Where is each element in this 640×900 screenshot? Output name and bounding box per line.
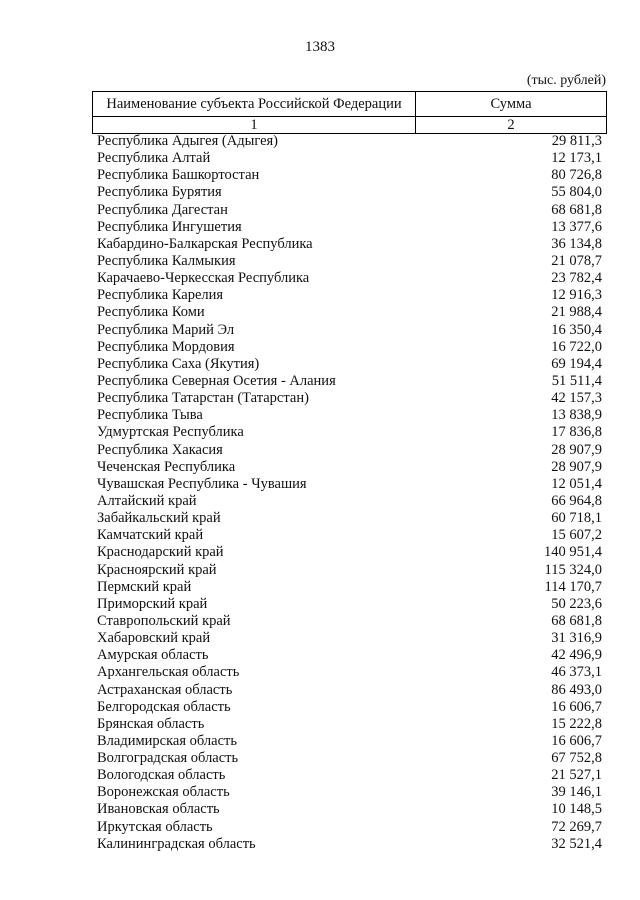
region-name: Республика Саха (Якутия): [97, 355, 260, 372]
table-row: [97, 801, 602, 818]
region-sum: 115 324,0: [544, 561, 602, 578]
region-name: Белгородская область: [97, 698, 231, 715]
region-sum: 68 681,8: [551, 612, 602, 629]
region-sum: 13 838,9: [551, 407, 602, 424]
region-sum: 69 194,4: [551, 355, 602, 372]
region-name: Республика Калмыкия: [97, 252, 236, 269]
region-name: Забайкальский край: [97, 510, 221, 527]
region-name: Ставропольский край: [97, 612, 231, 629]
region-name: Ивановская область: [97, 801, 220, 818]
region-name: Республика Татарстан (Татарстан): [97, 390, 309, 407]
region-sum: 86 493,0: [551, 681, 602, 698]
table-row: [97, 184, 602, 201]
region-sum: 51 511,4: [551, 372, 602, 389]
region-name: Владимирская область: [97, 732, 237, 749]
table-row: [97, 562, 602, 579]
region-name: Архангельская область: [97, 664, 240, 681]
table-row: [97, 664, 602, 681]
table-row: [97, 544, 602, 561]
header-region-name: Наименование субъекта Российской Федерации: [93, 92, 416, 117]
table-row: [97, 579, 602, 596]
region-name: Астраханская область: [97, 681, 233, 698]
region-sum: 13 377,6: [551, 218, 602, 235]
table-row: [97, 733, 602, 750]
region-name: Алтайский край: [97, 492, 197, 509]
table-row: [97, 750, 602, 767]
region-name: Краснодарский край: [97, 544, 224, 561]
table-row: [97, 202, 602, 219]
region-name: Республика Адыгея (Адыгея): [97, 133, 279, 149]
region-name: Республика Северная Осетия - Алания: [97, 372, 336, 389]
region-sum: 42 157,3: [551, 390, 602, 407]
table-row: [97, 373, 602, 390]
region-name: Республика Мордовия: [97, 338, 235, 355]
region-name: Камчатский край: [97, 527, 204, 544]
region-name: Республика Тыва: [97, 407, 203, 424]
table-row: [97, 767, 602, 784]
table-row: [97, 647, 602, 664]
region-name: Воронежская область: [97, 784, 230, 801]
region-sum: 15 607,2: [551, 527, 602, 544]
table-row: [97, 527, 602, 544]
region-sum: 42 496,9: [551, 647, 602, 664]
region-name: Республика Бурятия: [97, 184, 222, 201]
region-sum: 12 051,4: [551, 475, 602, 492]
table-row: [97, 390, 602, 407]
table-row: [97, 819, 602, 836]
table-row: [97, 339, 602, 356]
header-index-2: 2: [416, 117, 607, 134]
region-name: Удмуртская Республика: [97, 424, 244, 441]
table-row: [97, 510, 602, 527]
region-sum: 12 916,3: [551, 287, 602, 304]
region-name: Кабардино-Балкарская Республика: [97, 235, 313, 252]
region-name: Хабаровский край: [97, 630, 211, 647]
region-sum: 72 269,7: [551, 818, 602, 835]
region-name: Вологодская область: [97, 767, 226, 784]
region-name: Приморский край: [97, 595, 208, 612]
region-sum: 31 316,9: [551, 630, 602, 647]
region-sum: 23 782,4: [551, 270, 602, 287]
region-sum: 29 811,3: [551, 133, 602, 149]
table-row: [97, 716, 602, 733]
table-row: [97, 304, 602, 321]
table-row: [97, 150, 602, 167]
region-name: Волгоградская область: [97, 750, 239, 767]
region-sum: 12 173,1: [551, 150, 602, 167]
region-sum: 140 951,4: [544, 544, 602, 561]
page-number: 1383: [305, 39, 335, 55]
table-row: [97, 459, 602, 476]
units-label: (тыс. рублей): [526, 73, 606, 88]
region-sum: 16 606,7: [551, 732, 602, 749]
region-name: Карачаево-Черкесская Республика: [97, 270, 310, 287]
region-name: Республика Карелия: [97, 287, 224, 304]
table-row: [97, 287, 602, 304]
region-sum: 39 146,1: [551, 784, 602, 801]
table-row: [97, 270, 602, 287]
region-name: Амурская область: [97, 647, 209, 664]
header-index-1: 1: [93, 117, 416, 134]
region-name: Пермский край: [97, 578, 192, 595]
region-sum: 28 907,9: [551, 441, 602, 458]
region-sum: 32 521,4: [551, 835, 602, 852]
region-sum: 68 681,8: [551, 201, 602, 218]
region-sum: 50 223,6: [551, 595, 602, 612]
region-sum: 66 964,8: [551, 492, 602, 509]
region-name: Брянская область: [97, 715, 205, 732]
table-header: [92, 91, 607, 134]
region-sum: 17 836,8: [551, 424, 602, 441]
region-name: Республика Алтай: [97, 150, 211, 167]
region-sum: 46 373,1: [551, 664, 602, 681]
region-name: Калининградская область: [97, 835, 256, 852]
region-sum: 60 718,1: [551, 510, 602, 527]
region-name: Чувашская Республика - Чувашия: [97, 475, 307, 492]
region-name: Красноярский край: [97, 561, 217, 578]
table-row: [97, 236, 602, 253]
region-name: Чеченская Республика: [97, 458, 236, 475]
region-sum: 16 606,7: [551, 698, 602, 715]
region-sum: 21 988,4: [551, 304, 602, 321]
table-row: [97, 322, 602, 339]
region-sum: 55 804,0: [551, 184, 602, 201]
region-name: Республика Коми: [97, 304, 205, 321]
region-name: Республика Дагестан: [97, 201, 228, 218]
region-sum: 80 726,8: [551, 167, 602, 184]
table-row: [97, 493, 602, 510]
header-sum: Сумма: [416, 92, 607, 117]
region-name: Республика Башкортостан: [97, 167, 260, 184]
table-row: [97, 407, 602, 424]
header-index-row: [93, 117, 607, 134]
table-row: [97, 356, 602, 373]
region-name: Республика Хакасия: [97, 441, 223, 458]
table-row: [97, 133, 602, 150]
region-sum: 16 350,4: [551, 321, 602, 338]
table-row: [97, 424, 602, 441]
region-sum: 28 907,9: [551, 458, 602, 475]
table-row: [97, 630, 602, 647]
region-sum: 114 170,7: [544, 578, 602, 595]
region-sum: 15 222,8: [551, 715, 602, 732]
region-sum: 10 148,5: [551, 801, 602, 818]
region-sum: 21 078,7: [551, 252, 602, 269]
header-title-row: [93, 92, 607, 117]
region-sum: 36 134,8: [551, 235, 602, 252]
table-row: [97, 682, 602, 699]
table-row: [97, 613, 602, 630]
table-row: [97, 253, 602, 270]
table-row: [97, 442, 602, 459]
region-sum: 16 722,0: [551, 338, 602, 355]
region-sum: 67 752,8: [551, 750, 602, 767]
table-row: [97, 836, 602, 853]
table-row: [97, 699, 602, 716]
table-row: [97, 784, 602, 801]
table-row: [97, 596, 602, 613]
table-row: [97, 167, 602, 184]
region-name: Республика Марий Эл: [97, 321, 235, 338]
region-name: Иркутская область: [97, 818, 213, 835]
table-body: [97, 133, 602, 853]
region-name: Республика Ингушетия: [97, 218, 242, 235]
region-sum: 21 527,1: [551, 767, 602, 784]
table-row: [97, 476, 602, 493]
table-row: [97, 219, 602, 236]
